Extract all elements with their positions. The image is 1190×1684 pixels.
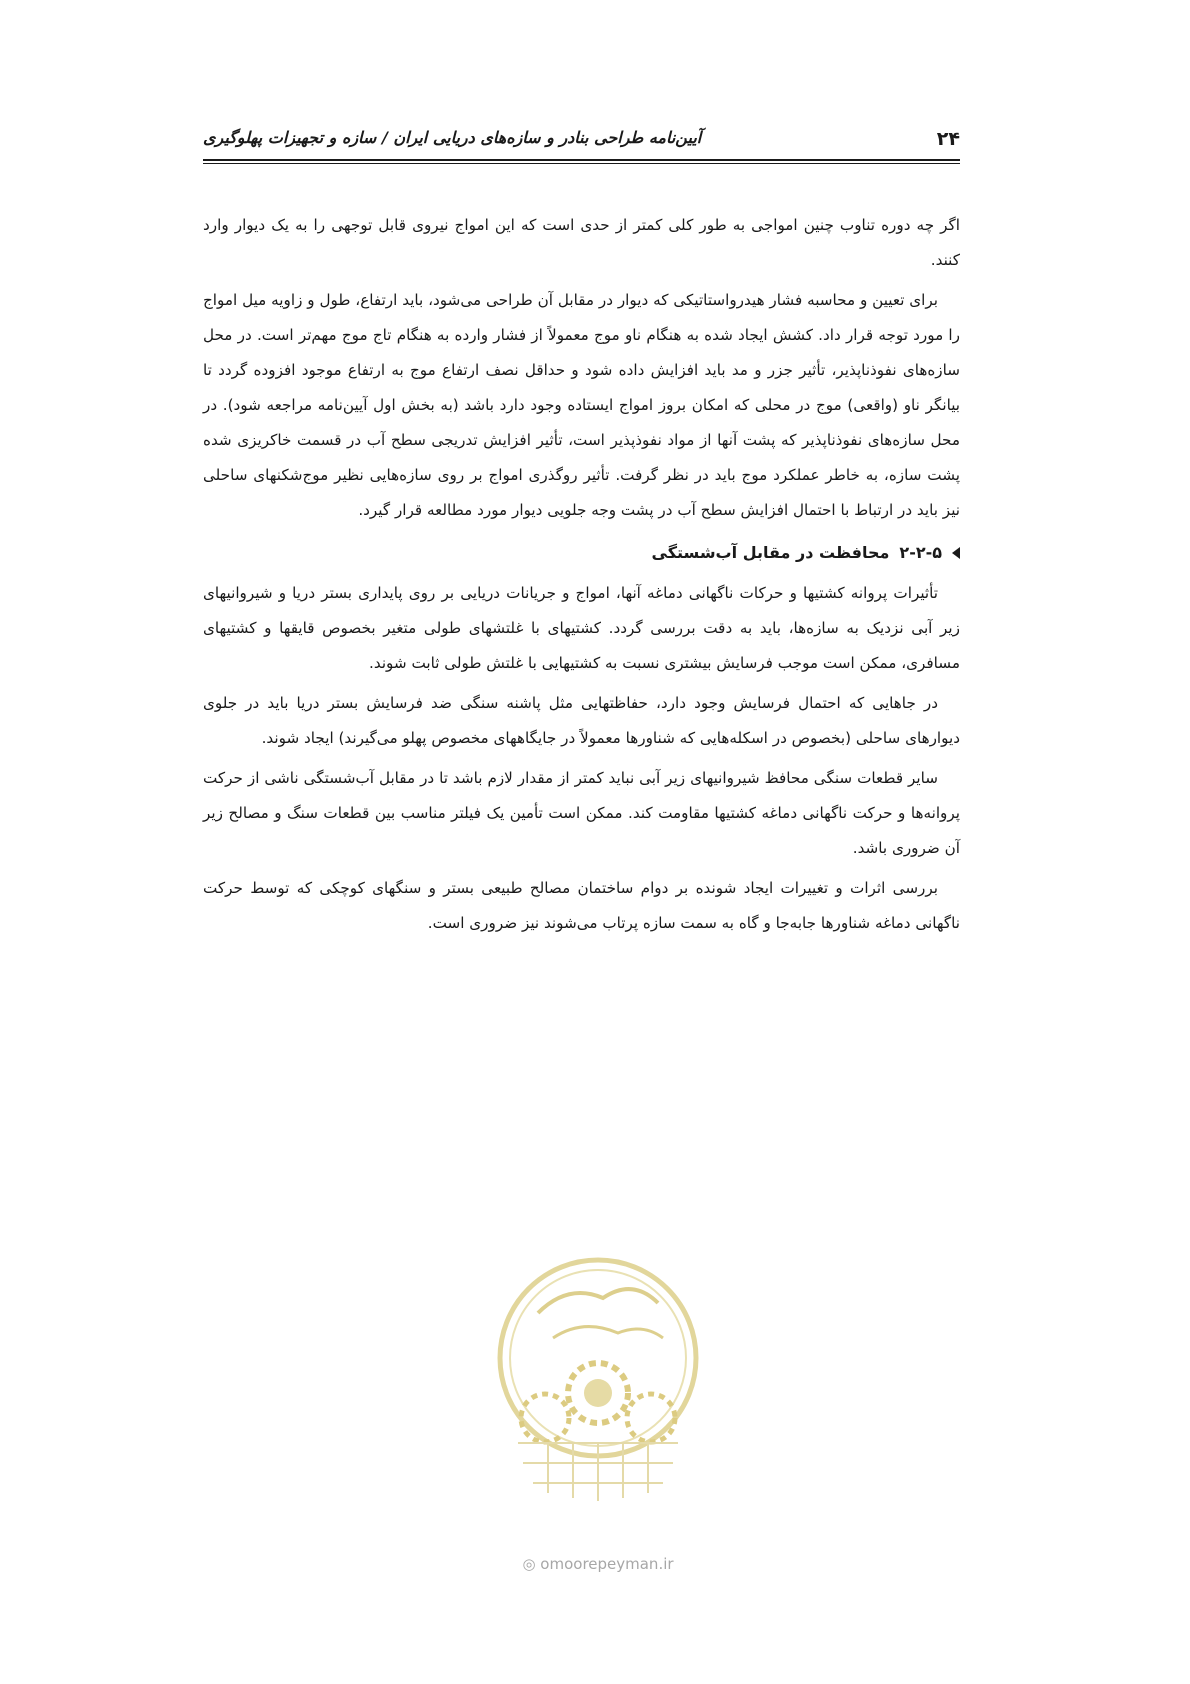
section-number: ۲-۲-۵: [899, 543, 942, 562]
header-rule-thin: [203, 163, 960, 164]
paragraph: در جاهایی که احتمال فرسایش وجود دارد، حفاظتهایی مثل پاشنه سنگی ضد فرسایش بستر دریا باید در جلوی دیوارهای ساحلی (بخصوص در اسکله‌هایی که شناورها معمولاً در جایگاههای مخصوص پهلو می‌گیرند) ایجاد شوند.: [203, 694, 960, 747]
paragraph: اگر چه دوره تناوب چنین امواجی به طور کلی کمتر از حدی است که این امواج نیروی قابل توجهی را به یک دیوار وارد کنند.: [203, 216, 960, 269]
watermark-url-text: omoorepeyman.ir: [540, 1555, 674, 1573]
section-title: محافظت در مقابل آب‌شستگی: [651, 543, 890, 562]
running-header: [203, 128, 960, 166]
header-title: آیین‌نامه طراحی بنادر و سازه‌های دریایی ایران / سازه و تجهیزات پهلوگیری: [203, 128, 702, 147]
body-text: [203, 208, 960, 946]
paragraph: بررسی اثرات و تغییرات ایجاد شونده بر دوام ساختمان مصالح طبیعی بستر و سنگهای کوچکی که توسط حرکت ناگهانی دماغه شناورها جابه‌جا و گاه به سمت سازه پرتاب می‌شوند نیز ضروری است.: [203, 879, 960, 932]
watermark-logo-icon: [483, 1243, 713, 1543]
watermark-url: ◎ omoorepeyman.ir: [522, 1555, 674, 1573]
section-heading: [203, 536, 960, 570]
page-number: ۲۴: [936, 128, 960, 150]
paragraph: برای تعیین و محاسبه فشار هیدرواستاتیکی که دیوار در مقابل آن طراحی می‌شود، باید ارتفاع، طول و زاویه میل امواج را مورد توجه قرار داد. کشش ایجاد شده به هنگام ناو موج معمولاً از فشار وارده به هنگام تاج موج مهم‌تر است. در محل سازه‌های نفوذناپذیر، تأثیر جزر و مد باید افزایش داده شود و حداقل نصف ارتفاع موج به ارتفاع موجود افزوده گردد تا بیانگر ناو (واقعی) موج در محلی که امکان بروز امواج ایستاده وجود دارد باشد (به بخش اول آیین‌نامه مراجعه شود). در محل سازه‌های نفوذناپذیر که پشت آنها از مواد نفوذپذیر است، تأثیر افزایش تدریجی سطح آب در قسمت خاکریزی شده پشت سازه، به خاطر عملکرد موج باید در نظر گرفت. تأثیر روگذری امواج بر روی سازه‌هایی نظیر موج‌شکنهای ساحلی نیز باید در ارتباط با احتمال افزایش سطح آب در پشت وجه جلویی دیوار مورد مطالعه قرار گیرد.: [203, 291, 960, 519]
triangle-marker-icon: [952, 547, 960, 559]
header-rule: [203, 159, 960, 161]
paragraph: تأثیرات پروانه کشتیها و حرکات ناگهانی دماغه آنها، امواج و جریانات دریایی بر روی پایداری بستر دریا و شیروانیهای زیر آبی نزدیک به سازه‌ها، باید به دقت بررسی گردد. کشتیهای با غلتشهای طولی متغیر بخصوص قایقها و کشتیهای مسافری، ممکن است موجب فرسایش بیشتری نسبت به کشتیهایی با غلتش طولی ثابت شوند.: [203, 584, 960, 672]
paragraph: سایر قطعات سنگی محافظ شیروانیهای زیر آبی نباید کمتر از مقدار لازم باشد تا در مقابل آب‌شستگی ناشی از حرکت پروانه‌ها و حرکت ناگهانی دماغه کشتیها مقاومت کند. ممکن است تأمین یک فیلتر مناسب بین قطعات سنگ و مصالح زیر آن ضروری باشد.: [203, 769, 960, 857]
